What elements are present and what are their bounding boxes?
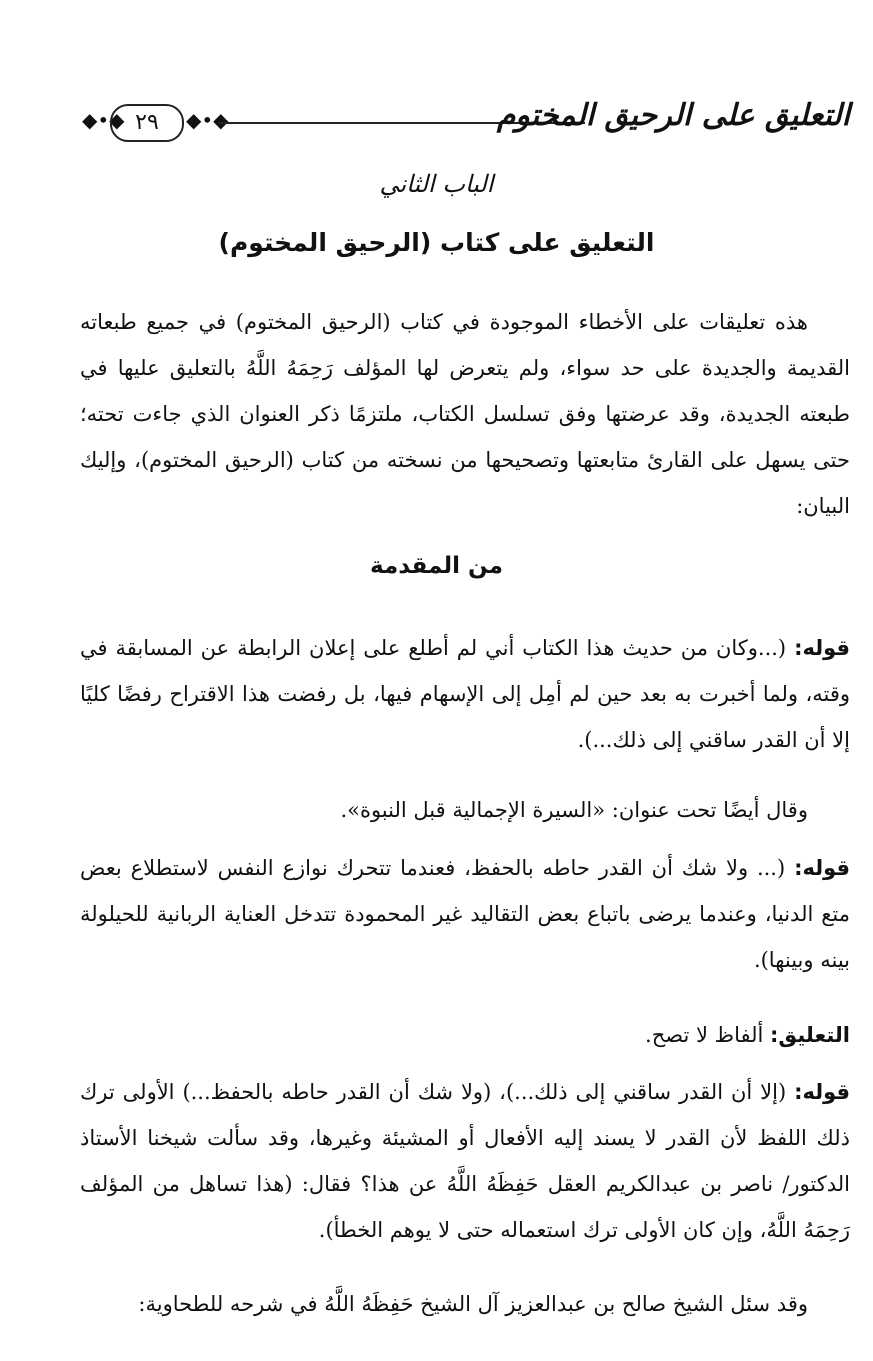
running-title: التعليق على الرحيق المختوم bbox=[496, 98, 850, 133]
ornament-left-icon: ◆•◆ bbox=[82, 108, 125, 132]
quote-text: (إلا أن القدر ساقني إلى ذلك...)، (ولا شك أن القدر حاطه بالحفظ...) الأولى ترك ذلك اللفظ لأن القدر لا يسند إليه الأفعال أو المشيئة وغيرها، وقد سألت شيخنا الأستاذ الدكتور/ ناصر بن عبدالكريم العقل حَفِظَهُ اللَّهُ عن هذا؟ فقال: (هذا تساهل من المؤلف رَحِمَهُ اللَّهُ، وإن كان الأولى ترك استعماله حتى لا يوهم الخطأ). bbox=[80, 1080, 850, 1242]
ornament-right-icon: ◆•◆ bbox=[186, 108, 229, 132]
quote-paragraph-3 bbox=[80, 1069, 850, 1253]
main-heading: التعليق على كتاب (الرحيق المختوم) bbox=[218, 228, 655, 257]
sub-heading: من المقدمة bbox=[370, 553, 503, 579]
quote-lead: قوله: bbox=[794, 856, 850, 880]
quote-text: (...وكان من حديث هذا الكتاب أني لم أطلع على إعلان الرابطة عن المسابقة في وقته، ولما أخبرت به بعد حين لم أمِل إلى الإسهام فيها، بل رفضت هذا الاقتراح رفضًا كليًا إلا أن القدر ساقني إلى ذلك...). bbox=[80, 636, 850, 752]
comment-text: ألفاظ لا تصح. bbox=[645, 1023, 771, 1047]
quote-lead: قوله: bbox=[794, 1080, 850, 1104]
note-paragraph: وقال أيضًا تحت عنوان: «السيرة الإجمالية قبل النبوة». bbox=[340, 798, 808, 822]
comment-lead: التعليق: bbox=[770, 1023, 850, 1047]
intro-paragraph: هذه تعليقات على الأخطاء الموجودة في كتاب (الرحيق المختوم) في جميع طبعاته القديمة والجديدة على حد سواء، ولم يتعرض لها المؤلف رَحِمَهُ اللَّهُ بالتعليق عليها في طبعته الجديدة، وقد عرضتها وفق تسلسل الكتاب، ملتزمًا ذكر العنوان الذي جاءت تحته؛ حتى يسهل على القارئ متابعتها وتصحيحها من نسخته من كتاب (الرحيق المختوم)، وإليك البيان: bbox=[80, 310, 850, 518]
comment-paragraph bbox=[80, 1012, 850, 1058]
page-header bbox=[80, 92, 850, 152]
quote-paragraph-1 bbox=[80, 625, 850, 763]
page-number: ٢٩ bbox=[110, 104, 184, 142]
quote-text: (... ولا شك أن القدر حاطه بالحفظ، فعندما تتحرك نوازع النفس لاستطلاع بعض متع الدنيا، وعندما يرضى باتباع بعض التقاليد غير المحمودة تتدخل العناية الربانية للحيلولة بينه وبينها). bbox=[80, 856, 850, 972]
quote-lead: قوله: bbox=[794, 636, 850, 660]
section-mark: الباب الثاني bbox=[379, 170, 494, 198]
quote-paragraph-2 bbox=[80, 845, 850, 983]
closing-paragraph: وقد سئل الشيخ صالح بن عبدالعزيز آل الشيخ حَفِظَهُ اللَّهُ في شرحه للطحاوية: bbox=[138, 1292, 808, 1316]
